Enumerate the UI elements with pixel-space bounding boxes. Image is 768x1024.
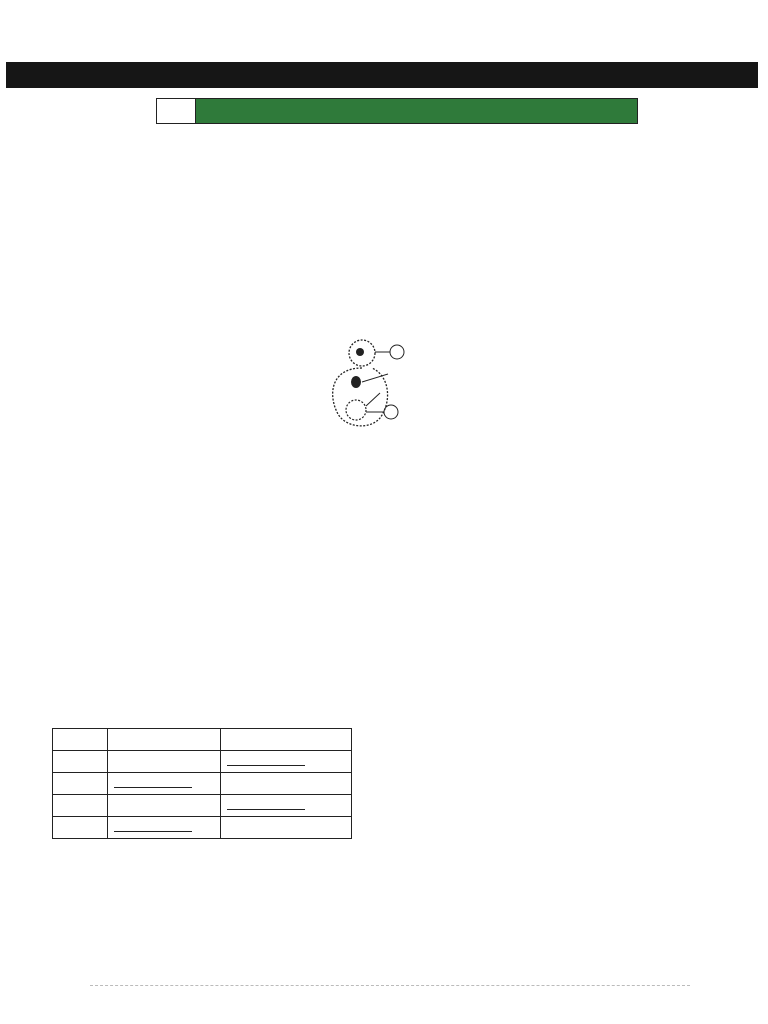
chapter-heading (156, 98, 638, 124)
table-header (53, 729, 108, 751)
divider (90, 985, 690, 986)
table-row (53, 817, 352, 839)
blank-line (114, 821, 192, 832)
table-cell (221, 751, 352, 773)
table-cell (53, 795, 108, 817)
table-cell (108, 817, 221, 839)
table-row (53, 751, 352, 773)
blank-line (227, 755, 305, 766)
table-header-row (53, 729, 352, 751)
yeast-budding-diagram (300, 336, 460, 436)
table-cell (53, 751, 108, 773)
table-cell (108, 773, 221, 795)
pollination-table (52, 728, 352, 839)
chapter-number (157, 99, 196, 123)
table-header (108, 729, 221, 751)
table-cell (53, 773, 108, 795)
table-header (221, 729, 352, 751)
table-cell (108, 751, 221, 773)
page-banner (6, 62, 758, 88)
subquestion-item (50, 900, 72, 914)
blank-line (227, 799, 305, 810)
table-cell (221, 773, 352, 795)
table-cell (221, 795, 352, 817)
table-cell (221, 817, 352, 839)
chapter-title (196, 99, 637, 123)
table-row (53, 795, 352, 817)
subquestion-item (50, 914, 72, 928)
table-cell (108, 795, 221, 817)
subquestion-item (50, 884, 72, 898)
blank-line (114, 777, 192, 788)
table-cell (53, 817, 108, 839)
table-row (53, 773, 352, 795)
